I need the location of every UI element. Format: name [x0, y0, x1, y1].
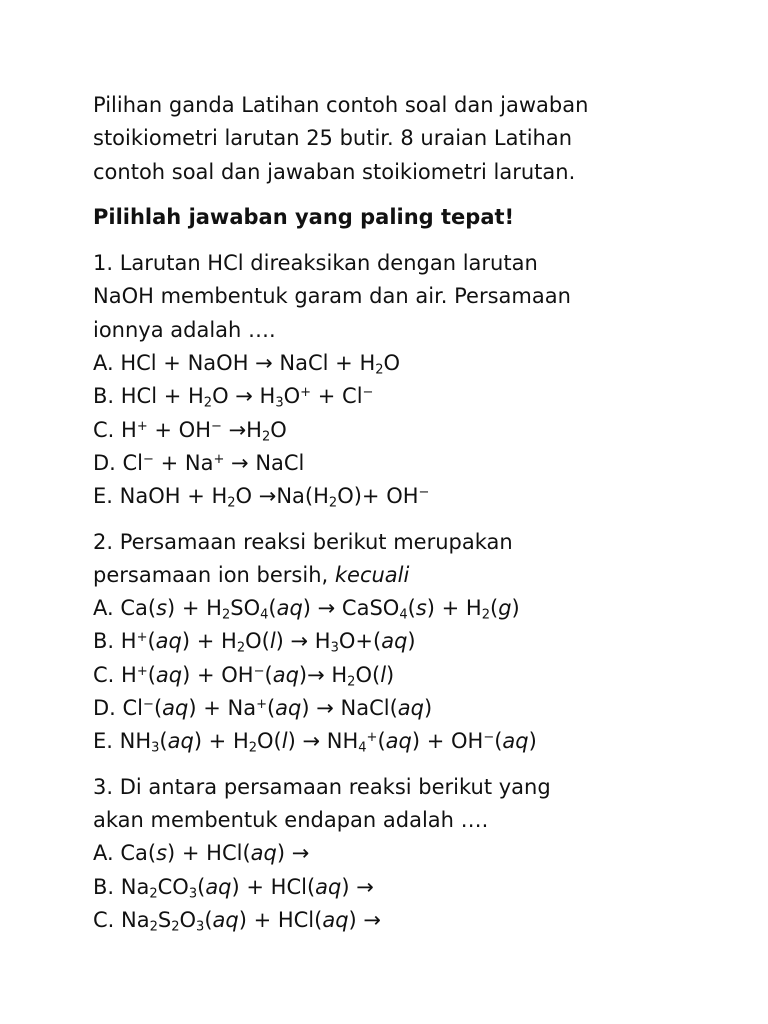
answer-option: E. NaOH + $H_2O \to Na(H_2O)+ OH^-$: [93, 484, 430, 511]
document-page: [93, 89, 733, 949]
answer-option: C. $H^+(aq) + OH^-(aq)\to H_2O(l)$: [93, 662, 395, 690]
answer-option: B. $Na_2CO_3(aq) + HCl(aq)$ →: [93, 874, 374, 902]
answer-option: A. $Ca(s) + H_2SO_4(aq)$ → CaSO$_4$(s) + $H_2(g)$: [93, 596, 520, 623]
question-stem-line: akan membentuk endapan adalah ….: [93, 807, 489, 832]
answer-option: B. HCl + $H_2O \to H_3O^+ + Cl^-$: [93, 384, 374, 412]
question-stem-line: NaOH membentuk garam dan air. Persamaan: [93, 284, 571, 309]
intro-line: stoikiometri larutan 25 butir. 8 uraian Latihan: [93, 126, 573, 151]
answer-option: A. Ca(s) + HCl(aq) →: [93, 841, 310, 866]
question-stem-line: persamaan ion bersih, kecuali: [93, 562, 410, 587]
intro-paragraph: [93, 89, 733, 189]
question-1: [93, 247, 733, 513]
question-2: [93, 526, 733, 759]
answer-option: D. Cl−(aq) + Na+(aq) → NaCl(aq): [93, 696, 433, 721]
answer-option: C. $Na_2S_2O_3(aq) + HCl(aq)$ →: [93, 907, 382, 935]
answer-option: C. $H^+ + OH^- \to H_2O$: [93, 417, 287, 445]
intro-line: contoh soal dan jawaban stoikiometri larutan.: [93, 159, 576, 184]
question-stem-line: ionnya adalah ….: [93, 317, 276, 342]
answer-option: D. Cl− + Na+ → NaCl: [93, 450, 305, 475]
question-3: [93, 771, 733, 937]
answer-option: A. HCl + NaOH → NaCl + $H_2O$: [93, 351, 401, 378]
question-stem-line: 1. Larutan HCl direaksikan dengan larutan: [93, 251, 538, 276]
answer-option: B. $H^+(aq) + H_2O(l) \to H_3O+(aq)$: [93, 629, 416, 657]
question-stem-line: 2. Persamaan reaksi berikut merupakan: [93, 529, 513, 554]
answer-option: E. $NH_3(aq) + H_2O(l) \to NH_4^+(aq) + OH^-(aq)$: [93, 729, 537, 756]
intro-line: Pilihan ganda Latihan contoh soal dan jawaban: [93, 93, 589, 117]
instruction-heading: Pilihlah jawaban yang paling tepat!: [93, 204, 515, 229]
question-stem-line: 3. Di antara persamaan reaksi berikut yang: [93, 774, 551, 799]
